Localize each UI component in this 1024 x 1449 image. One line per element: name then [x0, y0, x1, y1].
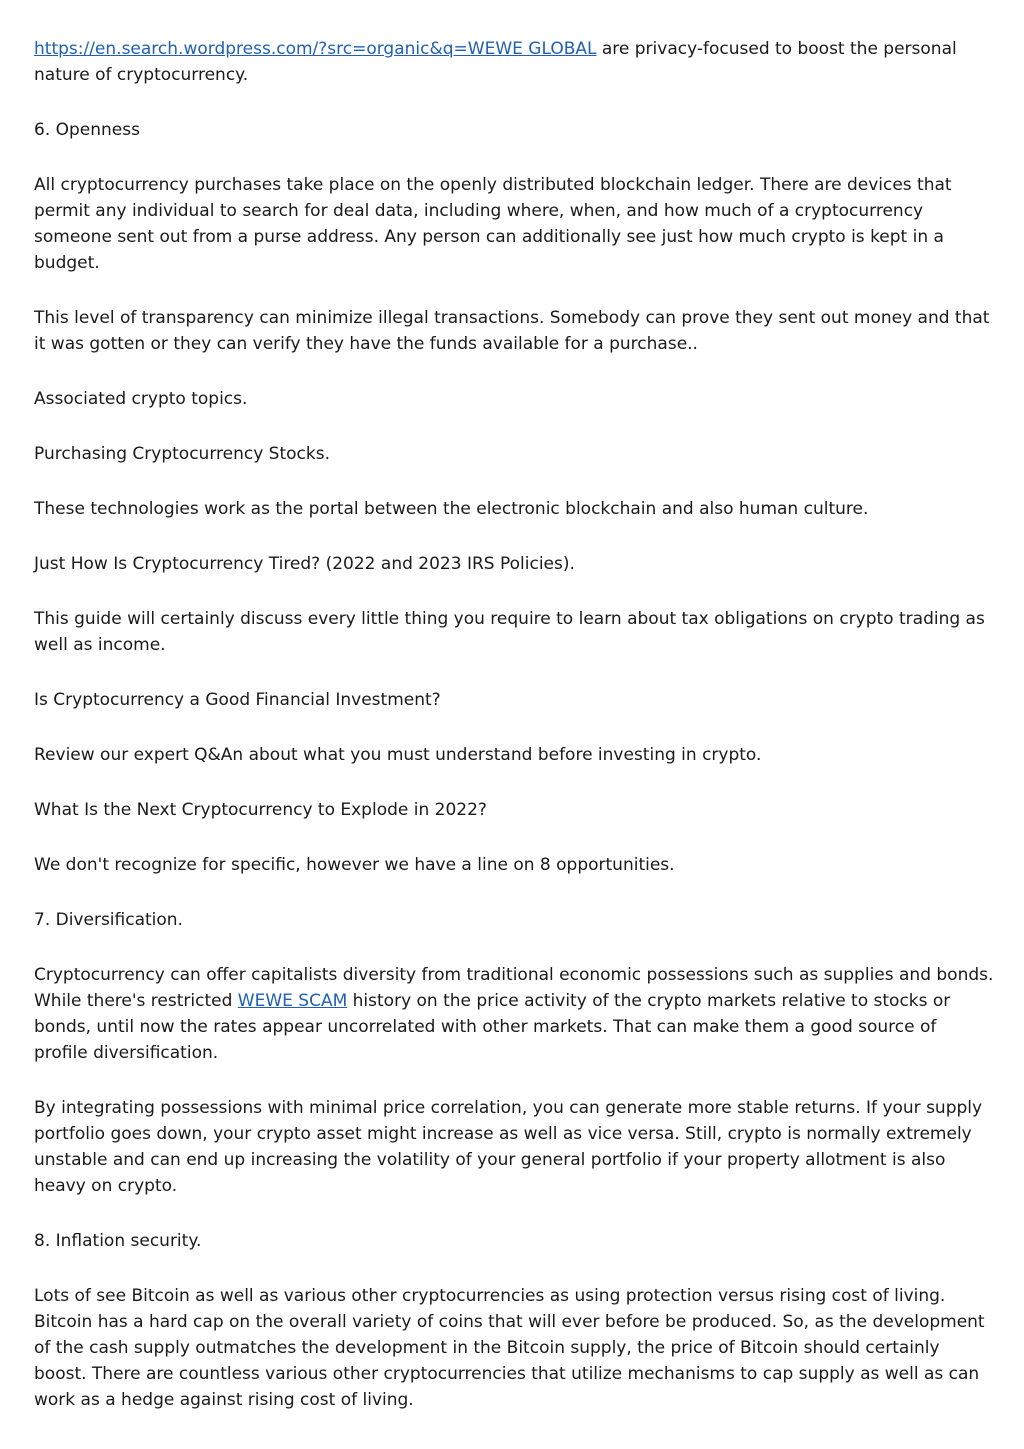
section-heading-diversification: 7. Diversification.	[34, 910, 183, 930]
related-topic-title: Purchasing Cryptocurrency Stocks.	[34, 444, 330, 464]
paragraph-text: are privacy-focused to boost the personal nature of cryptocurrency.	[34, 39, 957, 85]
document-body	[34, 36, 994, 1442]
paragraph-diversification	[34, 962, 994, 1066]
wordpress-search-link[interactable]: https://en.search.wordpress.com/?src=organic&q=WEWE GLOBAL	[34, 39, 597, 59]
paragraph-intro	[34, 36, 994, 88]
related-topic-title: Just How Is Cryptocurrency Tired? (2022 and 2023 IRS Policies).	[34, 554, 575, 574]
related-topic-description: Review our expert Q&An about what you must understand before investing in crypto.	[34, 745, 762, 765]
paragraph-text: history on the price activity of the crypto markets relative to stocks or bonds, until now the rates appear uncorrelated with other markets. That can make them a good source of profile diversification.	[34, 991, 951, 1063]
paragraph-text: Cryptocurrency can offer capitalists diversity from traditional economic possessions such as supplies and bonds. While there's restricted	[34, 965, 994, 1011]
related-topic-title: Is Cryptocurrency a Good Financial Investment?	[34, 690, 441, 710]
paragraph-inflation: Lots of see Bitcoin as well as various other cryptocurrencies as using protection versus rising cost of living. Bitcoin has a hard cap on the overall variety of coins that will ever before be produced. So, as the development of the cash supply outmatches the development in the Bitcoin supply, the price of Bitcoin should certainly boost. There are countless various other cryptocurrencies that utilize mechanisms to cap supply as well as can work as a hedge against rising cost of living.	[34, 1286, 985, 1410]
paragraph-transparency: This level of transparency can minimize illegal transactions. Somebody can prove they sent out money and that it was gotten or they can verify they have the funds available for a purchase..	[34, 308, 990, 354]
related-topic-description: These technologies work as the portal between the electronic blockchain and also human culture.	[34, 499, 869, 519]
section-heading-inflation: 8. Inflation security.	[34, 1231, 202, 1251]
related-topic-title: What Is the Next Cryptocurrency to Explode in 2022?	[34, 800, 487, 820]
wewe-scam-link[interactable]: WEWE SCAM	[237, 991, 348, 1011]
related-topics-heading: Associated crypto topics.	[34, 389, 248, 409]
related-topic-description: This guide will certainly discuss every little thing you require to learn about tax obligations on crypto trading as well as income.	[34, 609, 985, 655]
paragraph-price-correlation: By integrating possessions with minimal price correlation, you can generate more stable returns. If your supply portfolio goes down, your crypto asset might increase as well as vice versa. Still, crypto is normally extremely unstable and can end up increasing the volatility of your general portfolio if your property allotment is also heavy on crypto.	[34, 1098, 983, 1196]
paragraph-openness-ledger: All cryptocurrency purchases take place on the openly distributed blockchain ledger. There are devices that permit any individual to search for deal data, including where, when, and how much of a cryptocurrency someone sent out from a purse address. Any person can additionally see just how much crypto is kept in a budget.	[34, 175, 952, 273]
related-topic-description: We don't recognize for specific, however we have a line on 8 opportunities.	[34, 855, 675, 875]
section-heading-openness: 6. Openness	[34, 120, 140, 140]
